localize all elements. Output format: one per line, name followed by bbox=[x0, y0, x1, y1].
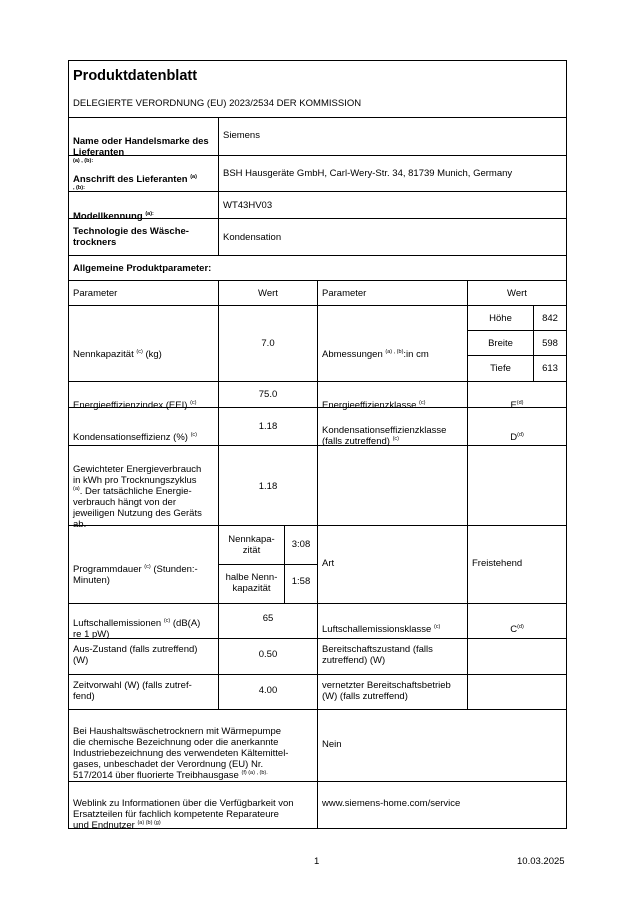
weighted-energy-value: 1.18 bbox=[258, 481, 278, 492]
networked-standby-label: vernetzter Bereitschaftsbetrieb (W) (falls zutreffend) bbox=[322, 680, 451, 702]
col-header-wert-2: Wert bbox=[507, 288, 527, 299]
document-date: 10.03.2025 bbox=[517, 856, 565, 867]
noise-label: Luftschallemissionen $^{(c)}$ (dB(A) re 1 pW) bbox=[73, 617, 201, 640]
depth-value: 613 bbox=[542, 363, 558, 374]
energy-class-label: Energieeffizienzklasse $^{(c)}$ bbox=[322, 399, 426, 411]
standby-label: Bereitschaftszustand (falls zutreffend) (W) bbox=[322, 644, 433, 666]
program-full-value: 3:08 bbox=[291, 539, 311, 550]
col-header-parameter-2: Parameter bbox=[322, 288, 367, 299]
condensation-class-label: Kondensationseffizienzklasse (falls zutreffend) $^{(c)}$ bbox=[322, 425, 447, 447]
general-heading: Allgemeine Produktparameter: bbox=[73, 263, 212, 274]
width-label: Breite bbox=[488, 338, 513, 349]
weighted-energy-label: Gewichteter Energieverbrauch in kWh pro Trocknungszyklus $^{(a)}$. Der tatsächliche Energie- verbrauch hängt von der jeweiligen Nutzung des Geräts ab. bbox=[73, 464, 202, 530]
technology-label: Technologie des Wäsche- trockners bbox=[73, 226, 189, 248]
document-title: Produktdatenblatt bbox=[73, 68, 198, 84]
refrigerant-value: Nein bbox=[322, 739, 342, 750]
supplier-address-value: BSH Hausgeräte GmbH, Carl-Wery-Str. 34, 81739 Munich, Germany bbox=[223, 168, 513, 179]
condensation-class-value: $D^{(d)}$ bbox=[510, 431, 524, 443]
off-mode-label: Aus-Zustand (falls zutreffend) (W) bbox=[73, 644, 198, 666]
regulation-text: DELEGIERTE VERORDNUNG (EU) 2023/2534 DER KOMMISSION bbox=[73, 98, 362, 109]
delay-start-value: 4.00 bbox=[258, 685, 278, 696]
col-header-wert: Wert bbox=[258, 288, 278, 299]
height-value: 842 bbox=[542, 313, 558, 324]
noise-class-value: $C^{(d)}$ bbox=[510, 623, 524, 635]
col-header-parameter: Parameter bbox=[73, 288, 118, 299]
capacity-value: 7.0 bbox=[261, 338, 275, 349]
technology-value: Kondensation bbox=[223, 232, 282, 243]
depth-label: Tiefe bbox=[490, 363, 511, 374]
dimensions-label: Abmessungen $^{(a) , (b)}$:in cm bbox=[322, 348, 429, 360]
refrigerant-label: Bei Haushaltswäschetrocknern mit Wärmepumpe die chemische Bezeichnung oder die anerkannte Industriebezeichnung des verwendeten Kältemittel- gases, unbeschadet der Verordnung (EU) Nr. 517/2014 über fluorierte Treibhausgase $^{(f) (a) , (b).}$ bbox=[73, 726, 289, 781]
energy-class-value: $E^{(d)}$ bbox=[510, 399, 524, 411]
width-value: 598 bbox=[542, 338, 558, 349]
height-label: Höhe bbox=[489, 313, 512, 324]
supplier-name-label: Name oder Handelsmarke des Lieferanten $^{(a) , (b):}$ bbox=[73, 136, 209, 164]
delay-start-label: Zeitvorwahl (W) (falls zutref- fend) bbox=[73, 680, 192, 702]
program-duration-label: Programmdauer $^{(c)}$ (Stunden:- Minuten) bbox=[73, 563, 198, 586]
off-mode-value: 0.50 bbox=[258, 649, 278, 660]
noise-class-label: Luftschallemissionsklasse $^{(c)}$ bbox=[322, 623, 441, 635]
weblink-label: Weblink zu Informationen über die Verfügbarkeit von Ersatzteilen für fachlich kompetente Reparateure und Endnutzer $^{(a) (b) (g)}$ bbox=[73, 798, 294, 831]
page-number: 1 bbox=[314, 856, 320, 867]
supplier-address-label: Anschrift des Lieferanten $^{(a)}$ $^{, (b):}$ bbox=[73, 173, 197, 191]
supplier-name-value: Siemens bbox=[223, 130, 260, 141]
type-label: Art bbox=[322, 558, 335, 569]
type-value: Freistehend bbox=[472, 558, 523, 569]
eei-label: Energieeffizienzindex (EEI) $^{(c)}$ bbox=[73, 399, 197, 411]
capacity-label: Nennkapazität $^{(c)}$ (kg) bbox=[73, 348, 162, 360]
eei-value: 75.0 bbox=[258, 389, 278, 400]
model-value: WT43HV03 bbox=[223, 200, 273, 211]
weblink-value[interactable]: www.siemens-home.com/service bbox=[322, 798, 461, 809]
condensation-efficiency-value: 1.18 bbox=[258, 421, 278, 432]
program-half-value: 1:58 bbox=[291, 576, 311, 587]
condensation-efficiency-label: Kondensationseffizienz (%) $^{(c)}$ bbox=[73, 431, 198, 443]
program-full-label: Nennkapa- zität bbox=[228, 534, 275, 556]
program-half-label: halbe Nenn- kapazität bbox=[225, 572, 278, 594]
noise-value: 65 bbox=[262, 613, 274, 624]
model-label: Modellkennung $^{(a):}$ bbox=[73, 210, 154, 222]
